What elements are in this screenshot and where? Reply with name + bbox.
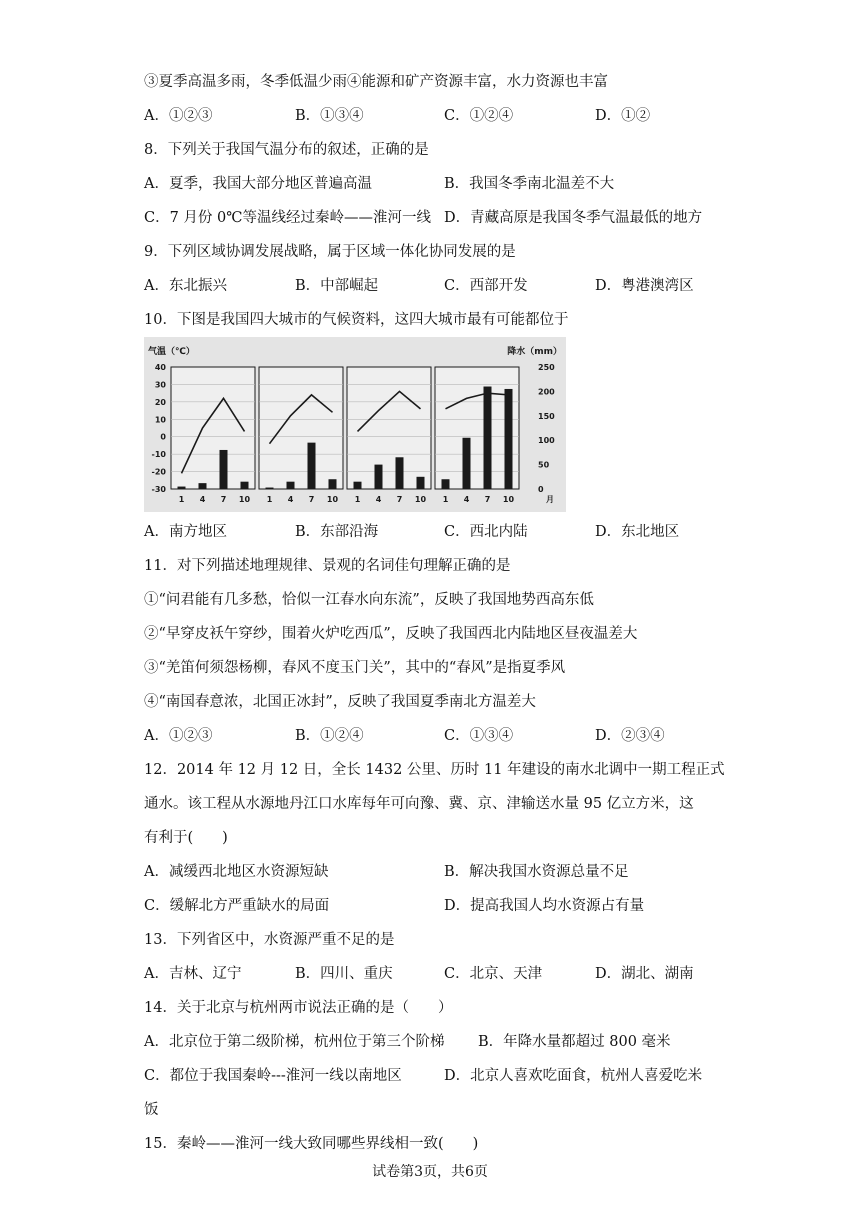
precipitation-bar	[354, 482, 362, 489]
q8-option-d: D．青藏高原是我国冬季气温最低的地方	[444, 210, 703, 226]
precipitation-bar	[266, 488, 274, 489]
q8-option-c: C．7 月份 0℃等温线经过秦岭——淮河一线	[144, 210, 431, 226]
q10-option-a: A．南方地区	[144, 524, 227, 540]
q14-option-d: D．北京人喜欢吃面食，杭州人喜爱吃米	[444, 1068, 703, 1084]
q9-option-a: A．东北振兴	[144, 278, 227, 294]
month-tick-label: 7	[396, 495, 403, 504]
q13-option-c: C．北京、天津	[444, 966, 543, 982]
temperature-tick-label: 40	[154, 363, 166, 372]
climate-panel-3	[347, 367, 431, 489]
temperature-axis-label: 气温（℃）	[148, 347, 195, 357]
q11-statement-4: ④“南国春意浓，北国正冰封”，反映了我国夏季南北方温差大	[144, 694, 536, 710]
q11-stem: 11．对下列描述地理规律、景观的名词佳句理解正确的是	[144, 558, 511, 574]
precipitation-bar	[220, 450, 228, 489]
temperature-tick-label: -30	[151, 485, 166, 494]
month-tick-label: 10	[414, 495, 427, 504]
precipitation-tick-label: 200	[538, 387, 555, 397]
q14-stem: 14．关于北京与杭州两市说法正确的是（ ）	[144, 1000, 453, 1016]
q13-option-a: A．吉林、辽宁	[144, 966, 242, 982]
q12-stem-line-2: 通水。该工程从水源地丹江口水库每年可向豫、冀、京、津输送水量 95 亿立方米，这	[144, 796, 694, 812]
q12-option-b: B．解决我国水资源总量不足	[444, 864, 629, 880]
q11-option-d: D．②③④	[595, 728, 665, 744]
q11-option-c: C．①③④	[444, 728, 514, 744]
precipitation-axis-label: 降水（mm）	[507, 347, 562, 357]
month-tick-label: 1	[442, 495, 449, 504]
temperature-tick-label: -10	[151, 450, 166, 460]
month-tick-label: 1	[178, 495, 185, 504]
q10-option-c: C．西北内陆	[444, 524, 528, 540]
month-tick-label: 1	[266, 495, 273, 504]
q9-stem: 9．下列区域协调发展战略，属于区域一体化协同发展的是	[144, 244, 516, 260]
temperature-tick-label: -20	[151, 467, 166, 477]
precipitation-tick-label: 150	[538, 411, 555, 421]
q7-statement-line: ③夏季高温多雨，冬季低温少雨④能源和矿产资源丰富，水力资源也丰富	[144, 74, 608, 90]
precipitation-bar	[396, 457, 404, 489]
temperature-tick-label: 30	[154, 380, 166, 390]
precipitation-bar	[417, 477, 425, 489]
q12-stem-line-1: 12．2014 年 12 月 12 日，全长 1432 公里、历时 11 年建设的南水北调中一期工程正式	[144, 762, 725, 778]
q9-option-c: C．西部开发	[444, 278, 528, 294]
q12-option-a: A．减缓西北地区水资源短缺	[144, 864, 329, 880]
q8-option-a: A．夏季，我国大部分地区普遍高温	[144, 176, 372, 192]
precipitation-bar	[442, 479, 450, 489]
q14-option-c: C．都位于我国秦岭---淮河一线以南地区	[144, 1068, 402, 1084]
precipitation-bar	[178, 487, 186, 489]
precipitation-bar	[241, 482, 249, 489]
climate-chart-figure	[144, 337, 566, 512]
temperature-tick-label: 0	[160, 432, 166, 442]
precipitation-bar	[199, 483, 207, 489]
precipitation-tick-label: 50	[538, 460, 550, 470]
precipitation-bar	[287, 482, 295, 489]
q13-option-b: B．四川、重庆	[295, 966, 393, 982]
q11-statement-1: ①“问君能有几多愁，恰似一江春水向东流”，反映了我国地势西高东低	[144, 592, 594, 608]
q12-stem-line-3: 有利于( )	[144, 830, 228, 846]
precipitation-bar	[308, 443, 316, 489]
page-footer: 试卷第3页，共6页	[372, 1164, 488, 1180]
month-tick-label: 4	[199, 495, 206, 504]
month-tick-label: 7	[220, 495, 227, 504]
precipitation-bar	[463, 438, 471, 489]
month-tick-label: 4	[287, 495, 294, 504]
month-tick-label: 4	[463, 495, 470, 504]
q7-option-c: C．①②④	[444, 108, 514, 124]
q11-statement-2: ②“早穿皮袄午穿纱，围着火炉吃西瓜”，反映了我国西北内陆地区昼夜温差大	[144, 626, 638, 642]
q12-option-c: C．缓解北方严重缺水的局面	[144, 898, 330, 914]
q13-option-d: D．湖北、湖南	[595, 966, 694, 982]
q12-option-d: D．提高我国人均水资源占有量	[444, 898, 645, 914]
month-tick-label: 7	[484, 495, 491, 504]
q7-option-b: B．①③④	[295, 108, 364, 124]
q7-option-d: D．①②	[595, 108, 651, 124]
q10-stem: 10．下图是我国四大城市的气候资料，这四大城市最有可能都位于	[144, 312, 569, 328]
precipitation-tick-label: 100	[538, 436, 555, 446]
month-tick-label: 10	[238, 495, 251, 504]
month-axis-unit: 月	[546, 495, 554, 504]
month-tick-label: 4	[375, 495, 382, 504]
q14-option-d-continuation: 饭	[144, 1102, 159, 1118]
q11-option-b: B．①②④	[295, 728, 364, 744]
q9-option-b: B．中部崛起	[295, 278, 379, 294]
q13-stem: 13．下列省区中，水资源严重不足的是	[144, 932, 395, 948]
q14-option-a: A．北京位于第二级阶梯，杭州位于第三个阶梯	[144, 1034, 445, 1050]
month-tick-label: 1	[354, 495, 361, 504]
month-tick-label: 10	[326, 495, 339, 504]
precipitation-bar	[505, 389, 513, 489]
month-tick-label: 7	[308, 495, 315, 504]
precipitation-bar	[375, 465, 383, 489]
q10-option-d: D．东北地区	[595, 524, 680, 540]
q8-stem: 8．下列关于我国气温分布的叙述，正确的是	[144, 142, 429, 158]
q8-option-b: B．我国冬季南北温差不大	[444, 176, 615, 192]
precipitation-bar	[484, 387, 492, 489]
temperature-tick-label: 10	[154, 415, 166, 425]
q7-option-a: A．①②③	[144, 108, 213, 124]
month-tick-label: 10	[502, 495, 515, 504]
q10-option-b: B．东部沿海	[295, 524, 379, 540]
q9-option-d: D．粤港澳湾区	[595, 278, 694, 294]
precipitation-bar	[329, 479, 337, 489]
temperature-tick-label: 20	[154, 397, 166, 407]
q14-option-b: B．年降水量都超过 800 毫米	[478, 1034, 671, 1050]
precipitation-tick-label: 0	[538, 485, 544, 494]
precipitation-tick-label: 250	[538, 363, 555, 372]
climate-panel-2	[259, 367, 343, 489]
q11-option-a: A．①②③	[144, 728, 213, 744]
q15-stem: 15．秦岭——淮河一线大致同哪些界线相一致( )	[144, 1136, 479, 1152]
q11-statement-3: ③“羌笛何须怨杨柳，春风不度玉门关”，其中的“春风”是指夏季风	[144, 660, 566, 676]
